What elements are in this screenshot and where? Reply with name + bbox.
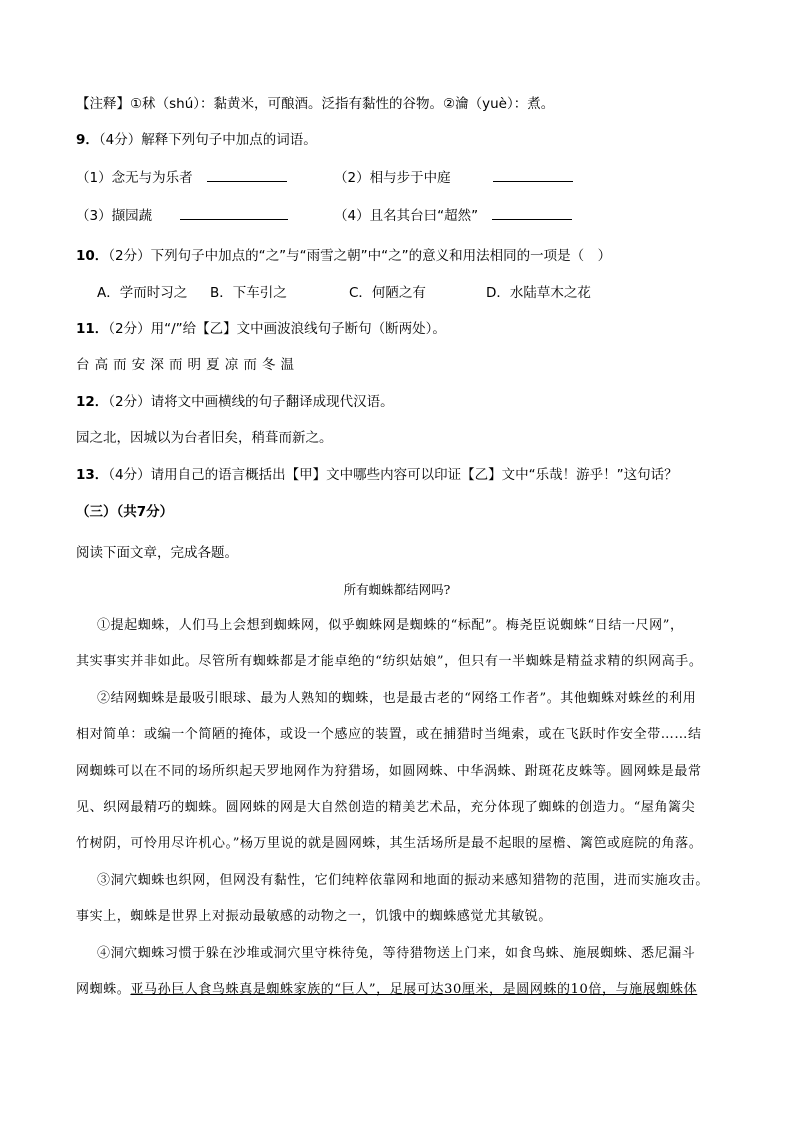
q9-item-3-text: （3）撷园蔬 — [76, 208, 153, 224]
question-9-stem — [76, 130, 317, 150]
question-number: 12． — [76, 394, 109, 410]
q9-item-1 — [76, 167, 287, 188]
q9-item-3 — [76, 205, 288, 226]
article-title: 所有蜘蛛都结网吗? — [343, 582, 451, 597]
question-13-stem — [76, 465, 678, 485]
article-line: 网蜘蛛可以在不同的场所织起天罗地网作为狩猎场，如圆网蛛、中华涡蛛、跗斑花皮蛛等。圆网蛛是最常 — [76, 764, 702, 779]
q9-item-2 — [334, 167, 573, 188]
article-line-text: 网蜘蛛。 — [76, 982, 131, 997]
underlined-sentence: 亚马孙巨人食鸟蛛真是蜘蛛家族的“巨人”，足展可达30厘米，是圆网蛛的10倍，与施展蜘蛛体 — [130, 982, 698, 997]
q10-option-c[interactable]: C．何陋之有 — [349, 285, 426, 301]
article-line: ①提起蜘蛛，人们马上会想到蜘蛛网，似乎蜘蛛网是蜘蛛的“标配”。梅尧臣说蜘蛛“日结一尺网”， — [97, 618, 684, 633]
question-11-stem — [76, 319, 446, 339]
article-line: ②结网蜘蛛是最吸引眼球、最为人熟知的蜘蛛，也是最古老的“网络工作者”。其他蜘蛛对蛛丝的利用 — [97, 691, 697, 706]
section-instruction: 阅读下面文章，完成各题。 — [76, 545, 238, 561]
q10-option-b[interactable]: B．下车引之 — [210, 285, 287, 301]
article-line: ④洞穴蜘蛛习惯于躲在沙堆或洞穴里守株待兔，等待猎物送上门来，如食鸟蛛、施展蜘蛛、悉尼漏斗 — [97, 946, 696, 961]
answer-blank[interactable] — [180, 205, 288, 220]
q11-sentence: 台 高 而 安 深 而 明 夏 凉 而 冬 温 — [76, 357, 295, 373]
q9-item-2-text: （2）相与步于中庭 — [334, 170, 451, 186]
answer-blank[interactable] — [493, 167, 573, 182]
section-heading: （三）（共7分） — [76, 504, 174, 520]
article-line: 事实上，蜘蛛是世界上对振动最敏感的动物之一，饥饿中的蜘蛛感觉尤其敏锐。 — [76, 909, 553, 924]
article-line: 相对简单：或编一个简陋的掩体，或设一个感应的装置，或在捕猎时当绳索，或在飞跃时作安全带……结 — [76, 727, 702, 742]
answer-blank[interactable] — [207, 167, 287, 182]
question-number: 11． — [76, 321, 109, 337]
article-line: 其实事实并非如此。尽管所有蜘蛛都是才能卓绝的“纺织姑娘”，但只有一半蜘蛛是精益求精的织网高手。 — [76, 654, 703, 669]
question-number: 9． — [76, 132, 99, 148]
question-text: （4分）请用自己的语言概括出【甲】文中哪些内容可以印证【乙】文中“乐哉！游乎！”这句话？ — [108, 467, 678, 483]
q10-option-a[interactable]: A．学而时习之 — [97, 285, 188, 301]
question-text: （2分）请将文中画横线的句子翻译成现代汉语。 — [108, 394, 394, 410]
q9-item-4-text: （4）且名其台曰“超然” — [334, 208, 479, 224]
question-text: （2分）下列句子中加点的“之”与“雨雪之朝”中“之”的意义和用法相同的一项是（ ） — [108, 248, 612, 264]
question-text: （4分）解释下列句子中加点的词语。 — [98, 132, 317, 148]
article-line: 见、织网最精巧的蜘蛛。圆网蛛的网是大自然创造的精美艺术品，充分体现了蜘蛛的创造力。“屋角篱尖 — [76, 800, 696, 815]
question-number: 10． — [76, 248, 109, 264]
question-text: （2分）用“/”给【乙】文中画波浪线句子断句（断两处）。 — [108, 321, 446, 337]
q12-sentence: 园之北，因城以为台者旧矣，稍葺而新之。 — [76, 430, 333, 446]
annotation-note: 【注释】①秫（shú）：黏黄米，可酿酒。泛指有黏性的谷物。②瀹（yuè）：煮。 — [76, 96, 555, 112]
answer-blank[interactable] — [492, 205, 572, 220]
article-line: 竹树阴，可怜用尽许机心。”杨万里说的就是圆网蛛，其生活场所是最不起眼的屋檐、篱笆或庭院的角落。 — [76, 836, 703, 851]
article-line: ③洞穴蜘蛛也织网，但网没有黏性，它们纯粹依靠网和地面的振动来感知猎物的范围，进而实施攻击。 — [97, 873, 710, 888]
q10-option-d[interactable]: D．水陆草木之花 — [486, 285, 591, 301]
q9-item-1-text: （1）念无与为乐者 — [76, 170, 193, 186]
question-10-stem — [76, 246, 611, 266]
question-12-stem — [76, 392, 394, 412]
q9-item-4 — [334, 205, 572, 226]
question-number: 13． — [76, 467, 109, 483]
article-line-partial — [76, 980, 697, 1000]
